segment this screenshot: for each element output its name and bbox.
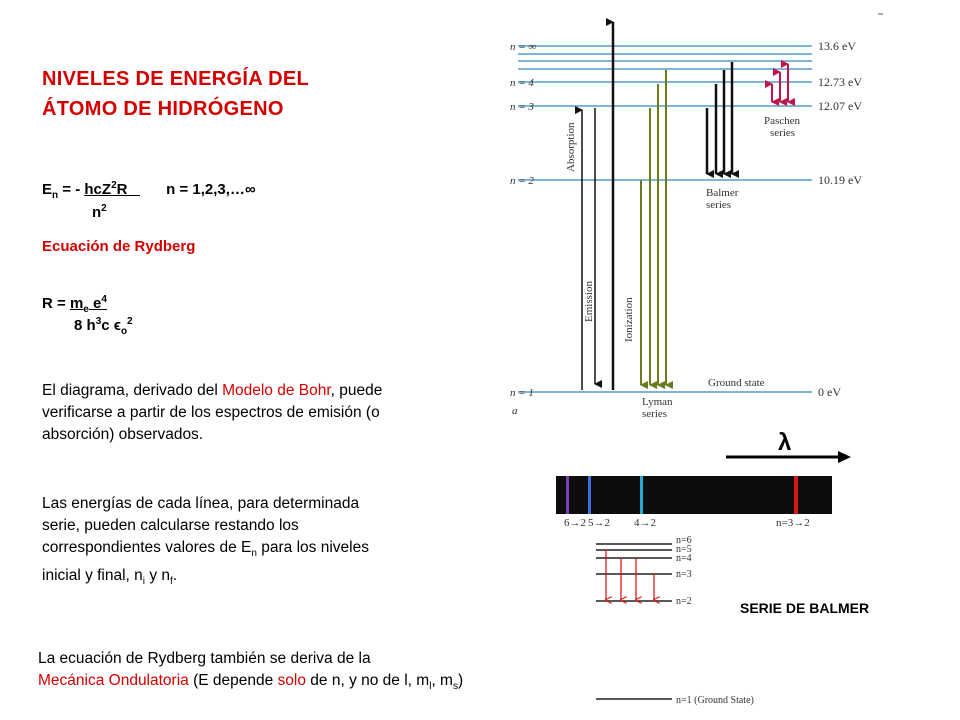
eq-lhs-sub: n (52, 190, 59, 201)
r-eq-den-sup: 3 (95, 316, 102, 327)
r-eq-e: e (88, 295, 102, 312)
lambda-symbol: λ (778, 429, 792, 456)
rydberg-label: Ecuación de Rydberg (42, 238, 196, 255)
paragraph-energies (42, 493, 472, 593)
r-eq-lhs: R = (42, 295, 70, 312)
paschen-label-2: series (770, 127, 796, 139)
spectrum-label-3-2: n=3→2 (776, 517, 810, 529)
p2-line4b: y n (145, 567, 171, 585)
title-line-2: ÁTOMO DE HIDRÓGENO (42, 98, 284, 120)
r-eq-den-mid: c ϵ (101, 317, 121, 334)
p3-solo: solo (277, 672, 306, 689)
eq-lhs: E (42, 181, 53, 198)
balmer-level-label-6: n=6 (676, 535, 692, 546)
r-eq-den-sub: o (120, 326, 128, 337)
balmer-series-title: SERIE DE BALMER (740, 600, 870, 616)
p2-line4c: . (172, 567, 178, 585)
balmer-level-label-4: n=4 (676, 553, 692, 564)
lyman-label-1: Lyman (642, 396, 673, 408)
r-eq-denominator (74, 316, 133, 337)
r-eq-den-start: 8 h (74, 317, 96, 334)
balmer-level-label-2: n=2 (676, 596, 692, 607)
ionization-label: Ionization (623, 297, 635, 342)
energy-label-4: 0 eV (818, 385, 841, 399)
p3-line1: La ecuación de Rydberg también se deriva de la (38, 650, 371, 667)
lambda-arrow-head (838, 451, 851, 463)
page-title (42, 64, 309, 124)
level-label-3: n = 3 (510, 101, 534, 113)
p3-part3: de n, y no de l, m (305, 672, 430, 689)
p3-sub-l: l (429, 681, 432, 693)
spectrum-label-6-2: 6→2 (564, 517, 586, 529)
r-equation (42, 294, 107, 315)
energy-label-2: 12.07 eV (818, 99, 862, 113)
r-eq-m: m (69, 295, 84, 312)
lambda-arrow (724, 450, 854, 464)
spectrum-line-6-2 (566, 476, 569, 514)
r-eq-e-sub: e (83, 304, 89, 315)
eq-denominator (92, 203, 107, 221)
r-eq-den-sup2: 2 (127, 316, 133, 327)
balmer-ground-state (590, 690, 810, 710)
eq-denominator-sup: 2 (101, 203, 107, 214)
bohr-model-link[interactable]: Modelo de Bohr (222, 382, 331, 399)
p2-line3sub: n (251, 548, 257, 560)
paragraph-wave-mechanics (38, 648, 568, 698)
paragraph-bohr (42, 380, 472, 446)
p3-part4: , m (431, 672, 453, 689)
p3-part5: ) (457, 672, 464, 689)
balmer-level-label-5: n=5 (676, 544, 692, 555)
spectrum-line-4-2 (640, 476, 643, 514)
p2-line3b: para los niveles (256, 539, 369, 556)
spectrum-label-4-2: 4→2 (634, 517, 656, 529)
p1-line2: verificarse a partir de los espectros de emisión (o (42, 404, 380, 421)
p2-line3a: correspondientes valores de E (42, 539, 252, 556)
p1-part2: , puede (330, 382, 383, 399)
eq-numerator-sup: 2 (111, 180, 117, 191)
energy-label-3: 10.19 eV (818, 173, 862, 187)
p1-part1: El diagrama, derivado del (42, 382, 223, 399)
p2-line4a: inicial y final, n (42, 567, 143, 585)
p2-line4sub1: i (142, 576, 146, 588)
p2-line4sub2: f (170, 576, 173, 588)
spectrum-line-5-2 (588, 476, 591, 514)
spectrum-label-5-2: 5→2 (588, 517, 610, 529)
p3-sub-s: s (452, 681, 458, 693)
eq-denominator-text: n (92, 204, 102, 221)
paschen-label-1: Paschen (764, 115, 801, 127)
level-label-1: n = 1 (510, 387, 534, 399)
r-eq-numerator (69, 294, 107, 315)
p1-line3: absorción) observados. (42, 426, 204, 443)
p2-line4 (42, 565, 472, 593)
wave-mechanics-link[interactable]: Mecánica Ondulatoria (38, 672, 189, 689)
p3-part2: (E depende (188, 672, 278, 689)
balmer-label-1: Balmer (706, 187, 739, 199)
eq-equals: = - (58, 181, 85, 198)
energy-equation (42, 180, 256, 201)
spectrum-line-3-2 (794, 476, 798, 514)
emission-label: Emission (583, 281, 595, 322)
p2-line1: Las energías de cada línea, para determinada (42, 495, 360, 512)
eq-n-range: n = 1,2,3,…∞ (166, 181, 256, 198)
p2-line3 (42, 537, 472, 565)
spectrum-background (556, 476, 832, 514)
energy-level-diagram (500, 0, 900, 440)
p1-line1 (42, 380, 472, 402)
balmer-ground-label: n=1 (Ground State) (676, 695, 754, 706)
eq-numerator (84, 181, 140, 198)
absorption-label: Absorption (565, 122, 577, 172)
eq-numerator-text: hcZ (84, 181, 112, 198)
eq-numerator-end: R (116, 181, 128, 198)
level-label-2: n = 2 (510, 175, 534, 187)
level-label-4: n = 4 (510, 77, 534, 89)
energy-label-0: 13.6 eV (818, 39, 856, 53)
energy-label-1: 12.73 eV (818, 75, 862, 89)
lyman-label-2: series (642, 408, 668, 420)
p3-line2 (38, 670, 568, 698)
balmer-spectrum (556, 476, 836, 532)
title-line-1: NIVELES DE ENERGÍA DEL (42, 68, 310, 90)
balmer-label-2: series (706, 199, 732, 211)
p2-line2: serie, pueden calcularse restando los (42, 517, 299, 534)
ground-state-label: Ground state (708, 377, 765, 389)
level-label-inf: n = ∞ (510, 41, 537, 53)
figure-label-a: a (512, 405, 518, 417)
balmer-transitions (590, 534, 740, 618)
balmer-level-label-3: n=3 (676, 569, 692, 580)
r-eq-sup: 4 (101, 294, 107, 305)
